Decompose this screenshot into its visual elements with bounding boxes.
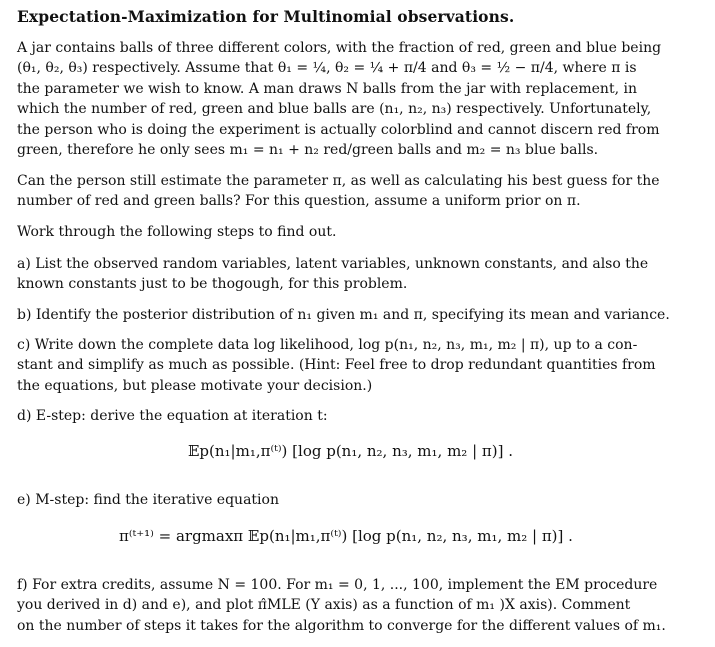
text-line: the equations, but please motivate your decision.) [17, 377, 373, 394]
text-line: f) For extra credits, assume N = 100. For m₁ = 0, 1, ..., 100, implement the EM procedure [17, 577, 658, 593]
text-line: c) Write down the complete data log likelihood, log p(n₁, n₂, n₃, m₁, m₂ | π), up to a con- [17, 337, 638, 353]
page-title: Expectation-Maximization for Multinomial observations. [17, 7, 515, 26]
text-line: Work through the following steps to find out. [17, 224, 337, 240]
text-line: green, therefore he only sees m₁ = n₁ + n₂ red/green balls and m₂ = n₃ blue balls. [17, 142, 599, 159]
text-line: Can the person still estimate the parameter π, as well as calculating his best guess for the [17, 173, 660, 189]
text-line: A jar contains balls of three different colors, with the fraction of red, green and blue being [17, 40, 662, 56]
text-line: the person who is doing the experiment is actually colorblind and cannot discern red from [17, 121, 660, 138]
text-line: on the number of steps it takes for the algorithm to converge for the different values of m₁. [17, 617, 666, 634]
part-e-paragraph [17, 490, 707, 510]
text-line: e) M-step: find the iterative equation [17, 492, 279, 508]
text-line: which the number of red, green and blue balls are (n₁, n₂, n₃) respectively. Unfortunately, [17, 101, 652, 118]
part-b-paragraph [17, 305, 707, 325]
question-paragraph [17, 171, 707, 212]
part-f-paragraph [17, 575, 707, 636]
part-a-paragraph [17, 254, 707, 295]
text-line: you derived in d) and e), and plot π̂MLE (Y axis) as a function of m₁ )X axis). Comment [17, 597, 631, 614]
work-through-paragraph [17, 222, 707, 242]
text-line: the parameter we wish to know. A man draws N balls from the jar with replacement, in [17, 80, 637, 97]
text-line: d) E-step: derive the equation at iteration t: [17, 408, 328, 424]
text-line: (θ₁, θ₂, θ₃) respectively. Assume that θ₁ = ¼, θ₂ = ¼ + π/4 and θ₃ = ½ − π/4, where π is [17, 60, 637, 77]
estep-equation: 𝔼p(n₁|m₁,π⁽ᵗ⁾) [log p(n₁, n₂, n₃, m₁, m₂ | π)] . [188, 442, 513, 460]
text-line: known constants just to be thogough, for this problem. [17, 276, 408, 293]
part-c-paragraph [17, 335, 707, 396]
intro-paragraph [17, 38, 707, 160]
text-line: number of red and green balls? For this question, assume a uniform prior on π. [17, 193, 581, 210]
part-d-paragraph [17, 406, 707, 426]
mstep-equation: π⁽ᵗ⁺¹⁾ = argmaxπ 𝔼p(n₁|m₁,π⁽ᵗ⁾) [log p(n₁, n₂, n₃, m₁, m₂ | π)] . [119, 527, 573, 545]
text-line: b) Identify the posterior distribution of n₁ given m₁ and π, specifying its mean and variance. [17, 307, 670, 323]
text-line: stant and simplify as much as possible. (Hint: Feel free to drop redundant quantities from [17, 357, 656, 374]
text-line: a) List the observed random variables, latent variables, unknown constants, and also the [17, 256, 649, 272]
